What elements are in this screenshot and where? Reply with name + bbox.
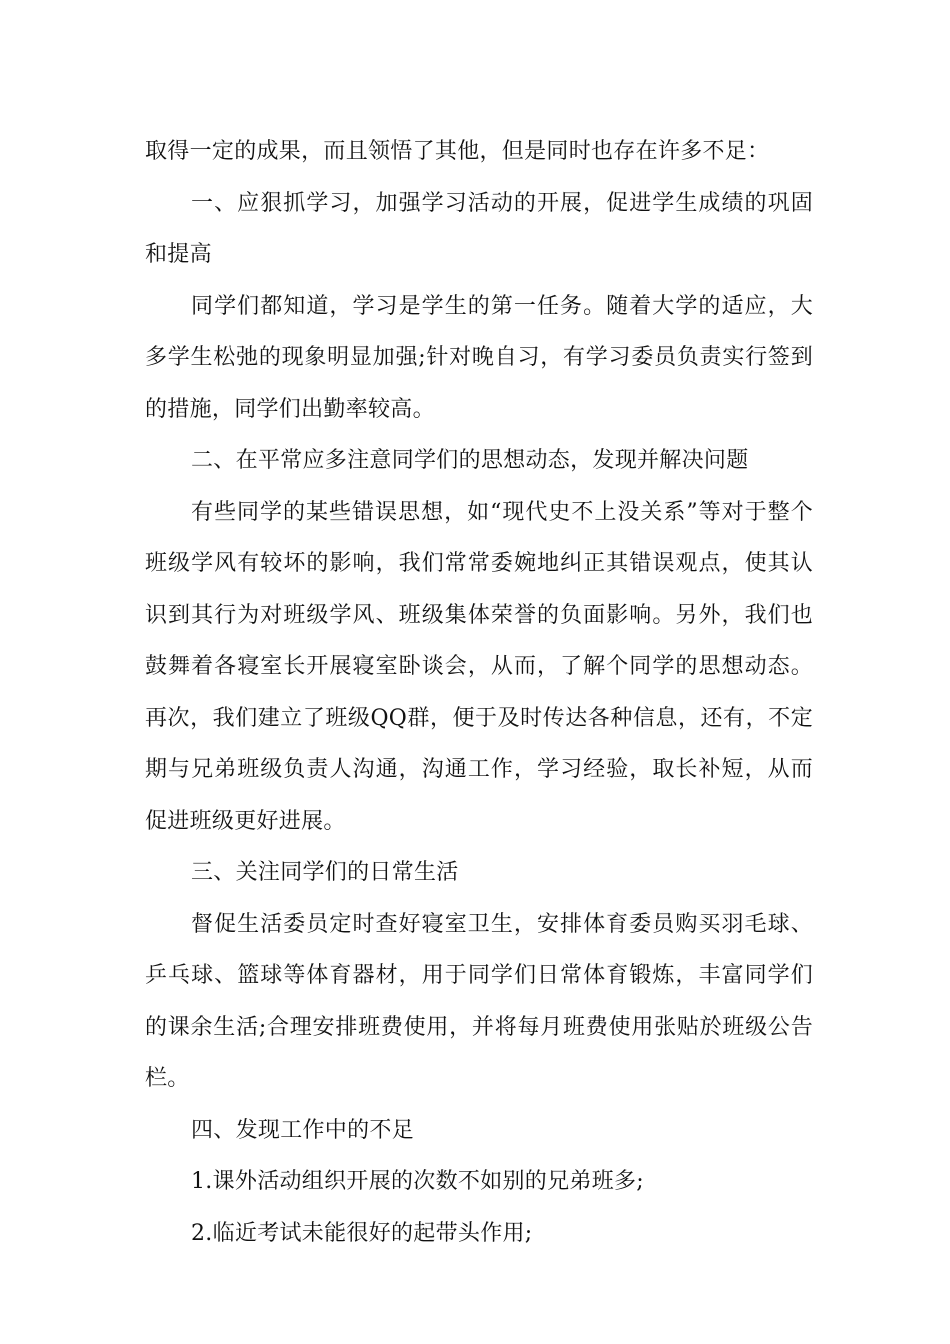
heading-section-1: 一、应狠抓学习，加强学习活动的开展，促进学生成绩的巩固和提高 bbox=[145, 190, 813, 267]
heading-section-3: 三、关注同学们的日常生活 bbox=[191, 860, 459, 885]
paragraph-section-2: 有些同学的某些错误思想，如“现代史不上没关系”等对于整个班级学风有较坏的影响，我们常常委婉地纠正其错误观点，使其认识到其行为对班级学风、班级集体荣誉的负面影响。另外，我们也鼓舞着各寝室长开展寝室卧谈会，从而，了解个同学的思想动态。再次，我们建立了班级QQ群，便于及时传达各种信息，还有，不定期与兄弟班级负责人沟通，沟通工作，学习经验，取长补短，从而促进班级更好进展。 bbox=[145, 499, 813, 834]
list-item-2: 2.临近考试未能很好的起带头作用; bbox=[191, 1220, 533, 1246]
document-body bbox=[145, 126, 813, 1259]
paragraph-intro: 取得一定的成果，而且领悟了其他，但是同时也存在许多不足： bbox=[145, 139, 770, 164]
list-item-1: 1.课外活动组织开展的次数不如别的兄弟班多; bbox=[191, 1169, 645, 1194]
paragraph-section-3: 督促生活委员定时查好寝室卫生，安排体育委员购买羽毛球、乒乓球、篮球等体育器材，用于同学们日常体育锻炼，丰富同学们的课余生活;合理安排班费使用，并将每月班费使用张贴於班级公告栏。 bbox=[145, 911, 813, 1091]
heading-section-4: 四、发现工作中的不足 bbox=[191, 1117, 415, 1143]
paragraph-section-1: 同学们都知道，学习是学生的第一任务。随着大学的适应，大多学生松弛的现象明显加强;针对晚自习，有学习委员负责实行签到的措施，同学们出勤率较高。 bbox=[145, 293, 813, 422]
heading-section-2: 二、在平常应多注意同学们的思想动态，发现并解决问题 bbox=[191, 448, 749, 473]
